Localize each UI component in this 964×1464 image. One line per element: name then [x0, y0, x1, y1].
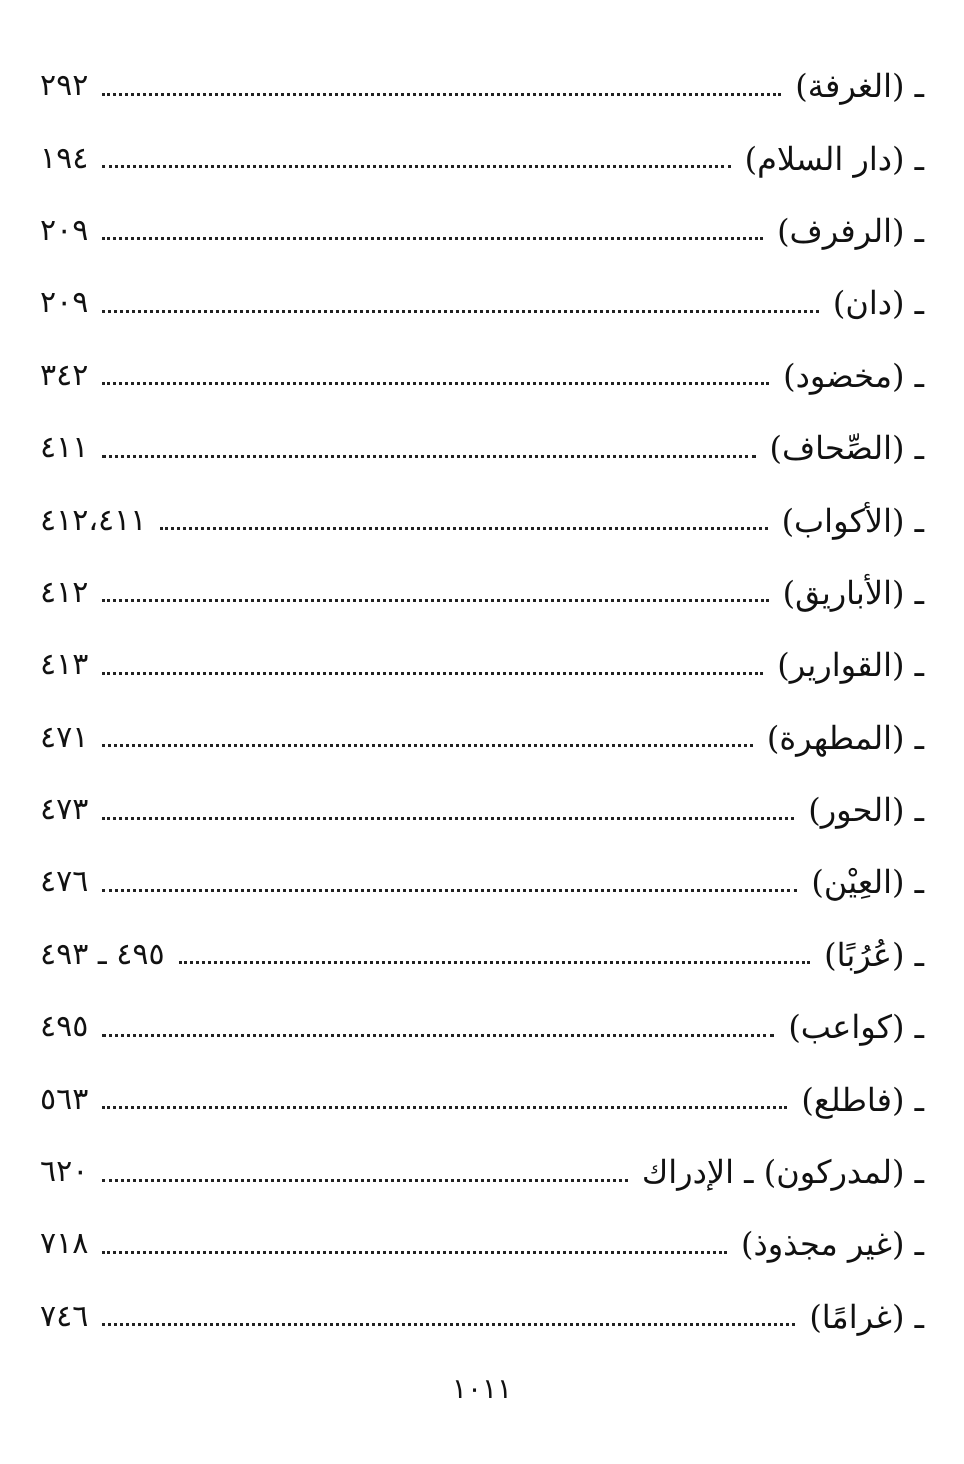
entry-term: ـ (الغرفة) [795, 67, 924, 106]
entry-term: ـ (الأكواب) [781, 501, 924, 540]
index-entry [40, 50, 924, 122]
entry-page: ٢٠٩ [40, 212, 89, 248]
dot-leader [102, 1323, 795, 1326]
entry-page: ٤٧٦ [40, 864, 89, 900]
page-number: ١٠١١ [451, 1372, 513, 1405]
entry-page: ٢٠٩ [40, 285, 89, 321]
entry-page: ٤١٢ [40, 574, 89, 610]
index-entry [40, 1063, 924, 1135]
entry-page: ٧١٨ [40, 1226, 89, 1262]
dot-leader [160, 527, 767, 530]
dot-leader [102, 455, 755, 458]
index-entries [40, 50, 924, 1353]
entry-page: ٤٩٥ [40, 1009, 89, 1045]
dot-leader [102, 1251, 727, 1254]
entry-term: ـ (عُرُبًا) [824, 935, 924, 974]
entry-term: ـ (فاطلع) [801, 1080, 924, 1119]
dot-leader [102, 672, 763, 675]
entry-page: ٤١٢،٤١١ [40, 502, 147, 538]
dot-leader [102, 1106, 787, 1109]
dot-leader [179, 961, 811, 964]
index-entry [40, 267, 924, 339]
index-entry [40, 702, 924, 774]
index-entry [40, 557, 924, 629]
entry-page: ٣٤٢ [40, 357, 89, 393]
index-entry [40, 629, 924, 701]
dot-leader [102, 889, 797, 892]
index-entry [40, 774, 924, 846]
entry-page: ١٩٤ [40, 140, 89, 176]
dot-leader [102, 1179, 628, 1182]
dot-leader [102, 237, 763, 240]
index-entry [40, 340, 924, 412]
entry-page: ٦٢٠ [40, 1154, 89, 1190]
index-entry [40, 846, 924, 918]
index-entry [40, 484, 924, 556]
entry-term: ـ (غرامًا) [809, 1297, 924, 1336]
index-entry [40, 122, 924, 194]
entry-page: ٤١٣ [40, 647, 89, 683]
entry-term: ـ (الرفرف) [777, 211, 924, 250]
index-entry [40, 195, 924, 267]
entry-term: ـ (دان) [832, 284, 924, 323]
entry-page: ٤١١ [40, 430, 89, 466]
entry-term: ـ (الأباريق) [782, 573, 924, 612]
index-entry [40, 1136, 924, 1208]
entry-page: ٢٩٢ [40, 68, 89, 104]
index-entry [40, 412, 924, 484]
entry-term: ـ (الحور) [808, 791, 924, 830]
dot-leader [102, 1034, 774, 1037]
dot-leader [102, 165, 730, 168]
dot-leader [102, 817, 794, 820]
dot-leader [102, 93, 781, 96]
entry-page: ٤٧١ [40, 719, 89, 755]
entry-page: ٧٤٦ [40, 1298, 89, 1334]
entry-term: ـ (دار السلام) [744, 139, 924, 178]
entry-term: ـ (كواعب) [788, 1008, 924, 1047]
index-entry [40, 919, 924, 991]
entry-page: ٥٦٣ [40, 1081, 89, 1117]
entry-term: ـ (العِيْن) [811, 863, 924, 902]
index-entry [40, 991, 924, 1063]
index-entry [40, 1281, 924, 1353]
entry-term: ـ (لمدركون) ـ الإدراك [641, 1153, 924, 1192]
entry-term: ـ (مخضود) [783, 356, 924, 395]
dot-leader [102, 310, 819, 313]
dot-leader [102, 599, 768, 602]
dot-leader [102, 744, 753, 747]
dot-leader [102, 382, 769, 385]
index-entry [40, 1208, 924, 1280]
entry-page: ٤٩٥ ـ ٤٩٣ [40, 936, 165, 972]
entry-page: ٤٧٣ [40, 792, 89, 828]
entry-term: ـ (الصِّحاف) [769, 429, 924, 468]
entry-term: ـ (المطهرة) [766, 718, 924, 757]
entry-term: ـ (غير مجذوذ) [740, 1225, 924, 1264]
entry-term: ـ (القوارير) [777, 646, 924, 685]
